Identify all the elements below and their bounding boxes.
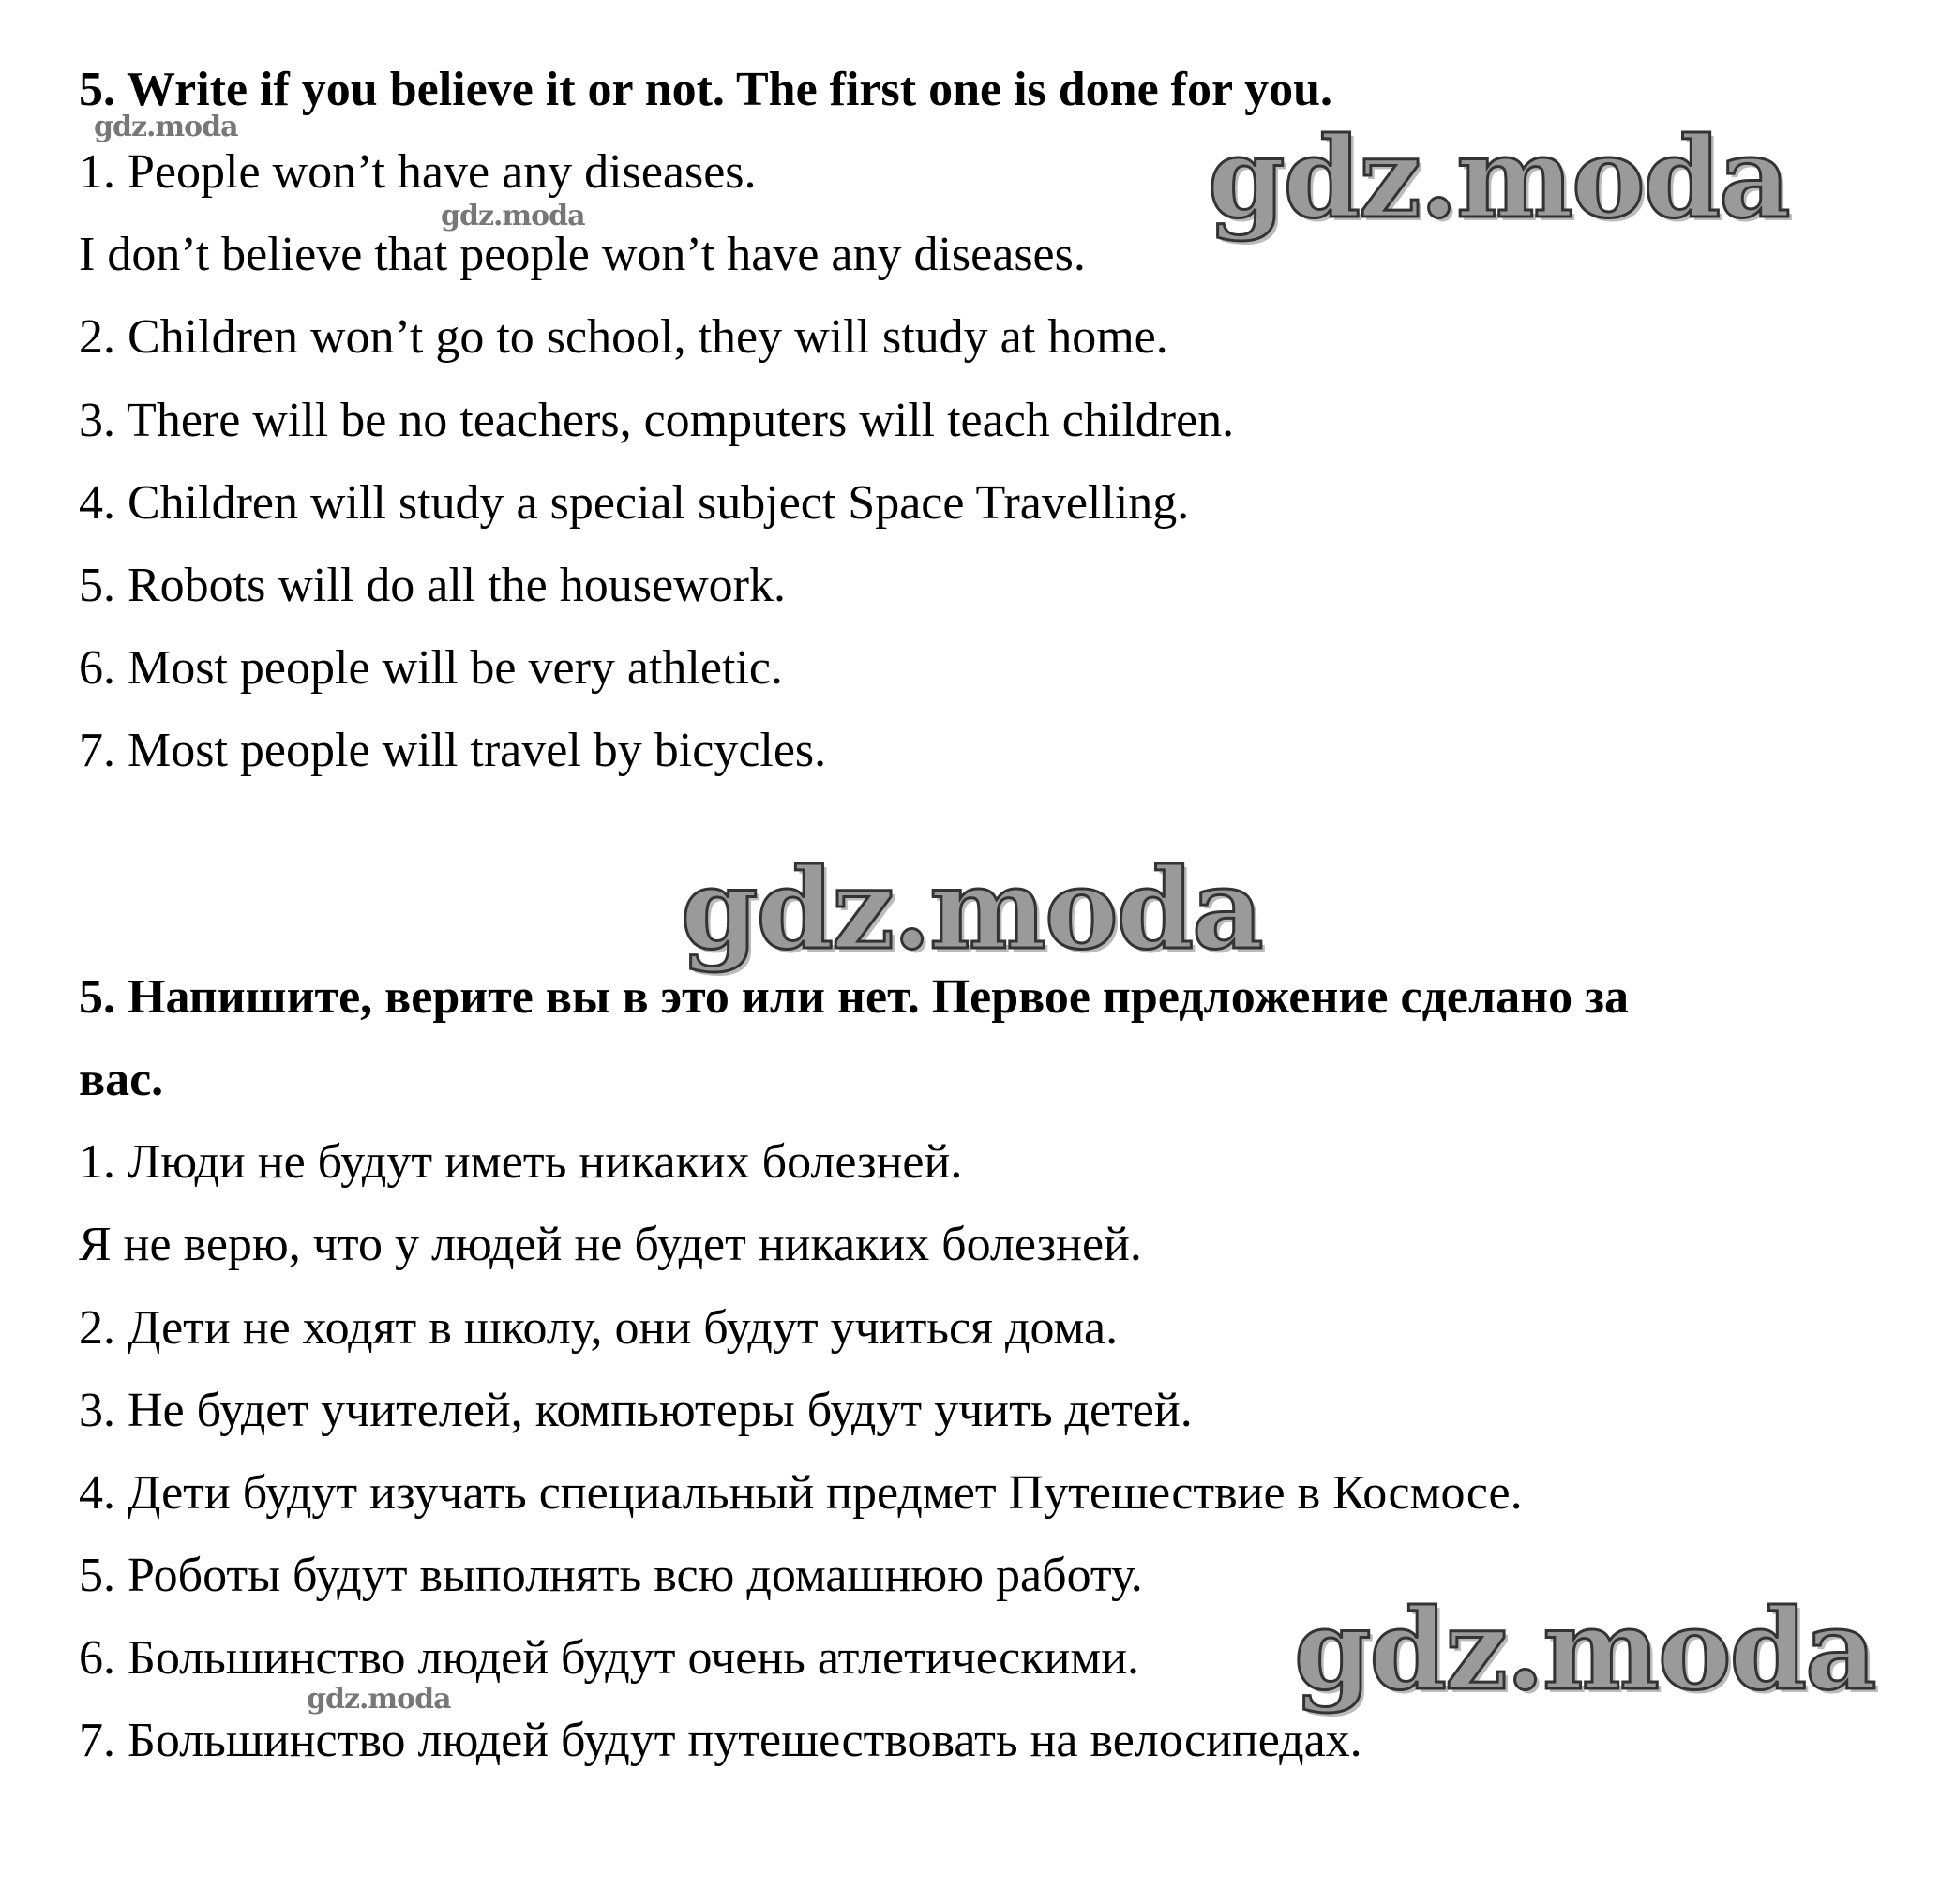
english-heading: 5. Write if you believe it or not. The first one is done for you. (79, 63, 1333, 116)
russian-line: 5. Роботы будут выполнять всю домашнюю работу. (79, 1549, 1143, 1602)
watermark-large: gdz.moda (1208, 112, 1789, 243)
english-line: 4. Children will study a special subject Space Travelling. (79, 476, 1190, 530)
watermark-large: gdz.moda (1294, 1584, 1875, 1715)
russian-heading-cont: вас. (79, 1053, 164, 1106)
watermark-large: gdz.moda (681, 844, 1262, 974)
english-line: 6. Most people will be very athletic. (79, 641, 783, 695)
russian-line: Я не верю, что у людей не будет никаких болезней. (79, 1218, 1142, 1271)
english-line: I don’t believe that people won’t have any diseases. (79, 228, 1086, 281)
watermark-small: gdz.moda (307, 1683, 451, 1716)
russian-line: 6. Большинство людей будут очень атлетическими. (79, 1631, 1140, 1685)
english-line: 2. Children won’t go to school, they will study at home. (79, 310, 1168, 364)
russian-line: 1. Люди не будут иметь никаких болезней. (79, 1135, 963, 1189)
russian-line: 4. Дети будут изучать специальный предмет Путешествие в Космосе. (79, 1466, 1523, 1520)
english-line: 7. Most people will travel by bicycles. (79, 724, 827, 777)
english-line: 5. Robots will do all the housework. (79, 559, 786, 612)
russian-line: 7. Большинство людей будут путешествовать на велосипедах. (79, 1714, 1362, 1767)
watermark-small: gdz.moda (441, 200, 585, 232)
watermark-small: gdz.moda (94, 111, 238, 143)
russian-line: 2. Дети не ходят в школу, они будут учиться дома. (79, 1301, 1119, 1355)
english-line: 1. People won’t have any diseases. (79, 145, 757, 199)
english-line: 3. There will be no teachers, computers will teach children. (79, 394, 1235, 447)
russian-line: 3. Не будет учителей, компьютеры будут учить детей. (79, 1384, 1193, 1437)
russian-heading: 5. Напишите, верите вы в это или нет. Первое предложение сделано за (79, 970, 1630, 1024)
